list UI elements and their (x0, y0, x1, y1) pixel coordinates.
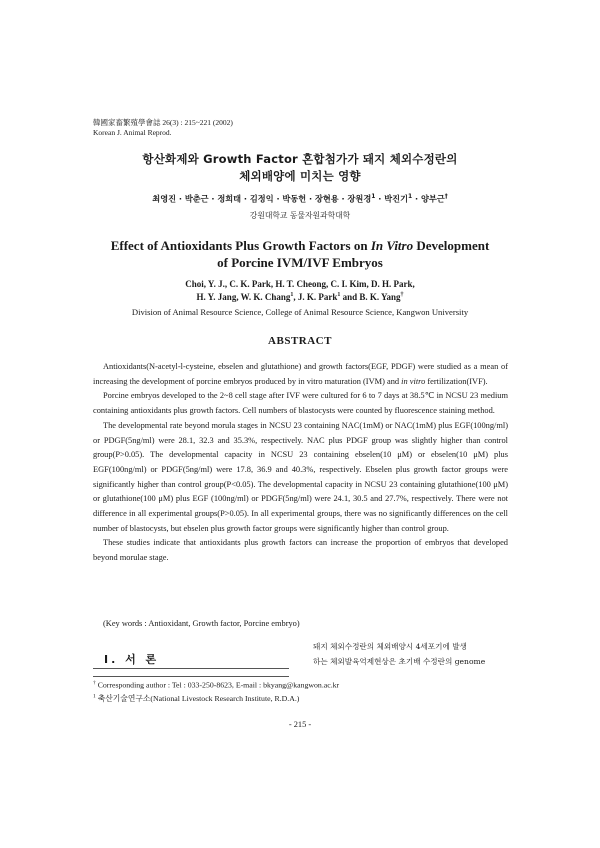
english-title-line2: of Porcine IVM/IVF Embryos (217, 255, 383, 270)
intro-text-line1: 돼지 체외수정란의 체외배양시 4세포기에 발생 (313, 642, 467, 651)
journal-name: Korean J. Animal Reprod. (93, 128, 172, 137)
korean-title-line1: 항산화제와 Growth Factor 혼합첨가가 돼지 체외수정란의 (142, 152, 458, 166)
english-title-line1: Effect of Antioxidants Plus Growth Factors on In Vitro Development (110, 238, 490, 253)
footnote-corresponding: † Corresponding author : Tel : 033-250-8623, E-mail : bkyang@kangwon.ac.kr (93, 680, 340, 690)
page-number: - 215 - (288, 720, 312, 729)
section-heading-introduction: Ⅰ. 서 론 (104, 653, 160, 666)
abstract-heading: ABSTRACT (268, 335, 332, 347)
abstract-paragraph-4: These studies indicate that antioxidants plus growth factors can increase the proportion of embryos that developed beyond morulae stage. (93, 538, 508, 563)
abstract-paragraph-3: The developmental rate beyond morula stages in NCSU 23 containing NAC(1mM) or NAC(1mM) plus EGF(100ng/ml) or PDGF(5ng/ml) were 28.1, 32.3 and 35.3%, respectively. NAC plus PDGF group was slightly higher than control group(P>0.05). The developmental capacity in NCSU 23 containing ebselen(10 μM) or ebselen(10 μM) plus EGF(100ng/ml) or PDGF(5ng/ml) were 17.8, 36.9 and 40.3%, respectively. Ebselen plus growth factor groups were significantly higher than control group(P<0.05). The developmental capacity in NCSU 23 containing glutathione(100 μM) or glutathione(100 μM) plus EGF (100ng/ml) or PDGF(5ng/ml) were 24.1, 30.5 and 27.7%, respectively. There were not difference in all experimental groups(P>0.05). In all experimental groups, there was no significantly differences on the cell number of blastocysts, but ebselen plus growth factor groups were significantly higher than control group. (93, 420, 508, 533)
abstract-paragraph-2: Porcine embryos developed to the 2~8 cell stage after IVF were cultured for 6 to 7 days at 38.5℃ in NCSU 23 medium containing antioxidants plus growth factors. Cell numbers of blastocysts were counted by fluorescence staining method. (93, 391, 508, 416)
footnote-institute: $^1$ 축산기술연구소(National Livestock Research Institute, R.D.A.) (93, 693, 300, 703)
korean-affiliation: 강원대학교 동물자원과학대학 (249, 211, 351, 220)
journal-citation: 韓國家畜繁殖學會誌 26(3) : 215~221 (2002) (93, 118, 233, 127)
keywords: (Key words : Antioxidant, Growth factor, Porcine embryo) (103, 619, 300, 628)
abstract-body (93, 360, 508, 566)
english-affiliation: Division of Animal Resource Science, College of Animal Resource Science, Kangwon University (131, 307, 469, 317)
korean-authors: 최영진 · 박춘근 · 정희태 · 김정익 · 박동헌 · 장현용 · 장원경$^1$ · 박진기$^1$ · 양부근† (152, 193, 448, 204)
section-divider (93, 668, 289, 669)
abstract-paragraph-1: Antioxidants(N-acetyl-l-cysteine, ebselen and glutathione) and growth factors(EGF, PDGF) were studied as a mean of increasing the development of porcine embryos produced by in vitro maturation (IVM) and in vitro fertilization(IVF). (93, 362, 508, 386)
english-authors-line1: Choi, Y. J., C. K. Park, H. T. Cheong, C. I. Kim, D. H. Park, (185, 279, 415, 289)
intro-text-line2: 하는 체외발육억제현상은 초기배 수정란의 genome (313, 657, 486, 666)
english-authors-line2: H. Y. Jang, W. K. Chang$^1$, J. K. Park$^1$ and B. K. Yang† (196, 292, 404, 302)
korean-title-line2: 체외배양에 미치는 영향 (239, 169, 361, 183)
footnote-divider (93, 676, 289, 677)
